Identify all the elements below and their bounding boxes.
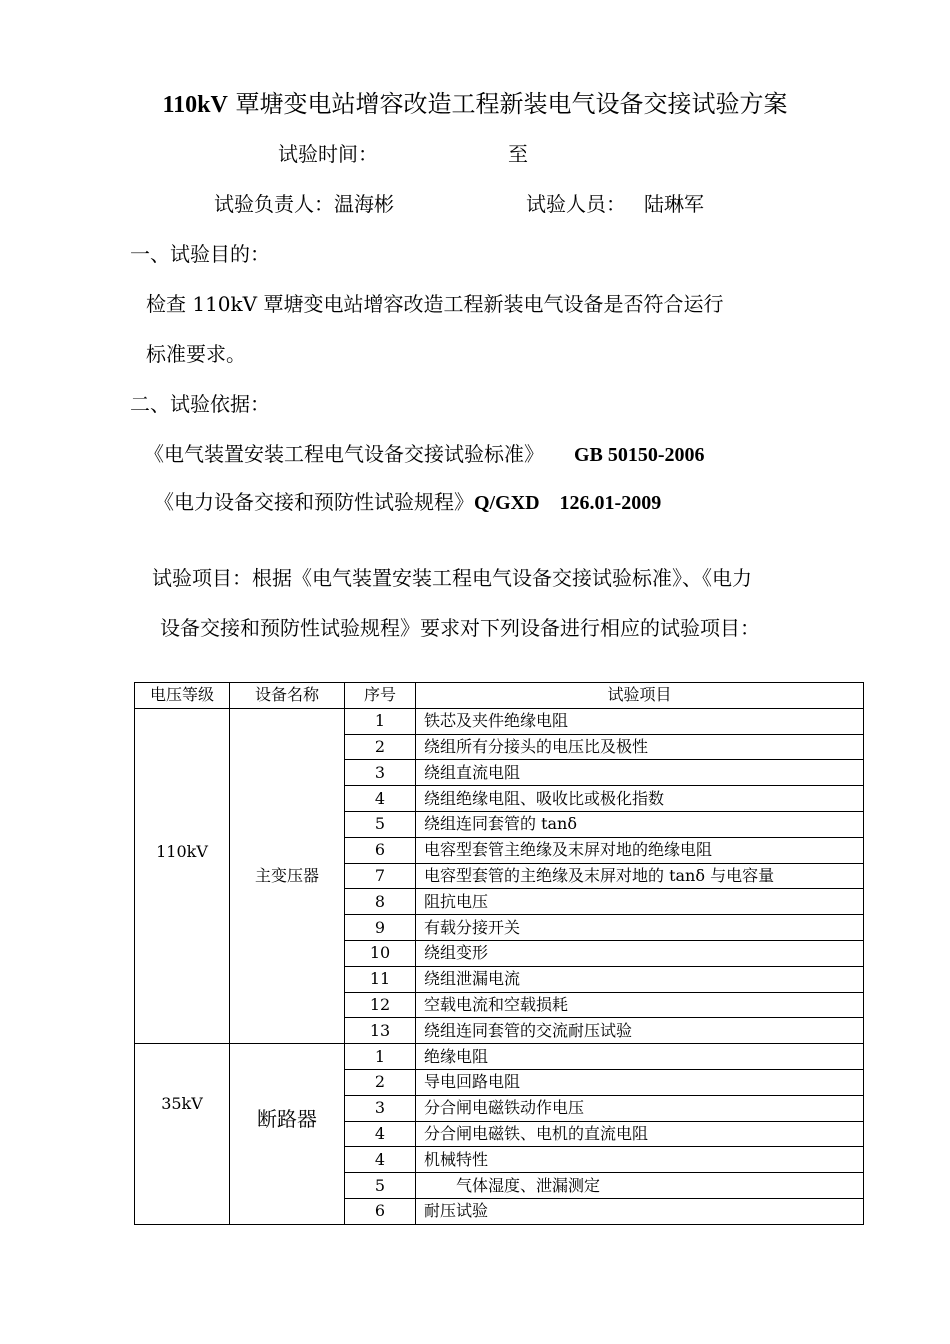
test-item-cell: 分合闸电磁铁动作电压 bbox=[416, 1095, 864, 1121]
table-row bbox=[135, 1044, 864, 1070]
test-item-cell: 有载分接开关 bbox=[416, 915, 864, 941]
voltage-level-cell: 110kV bbox=[135, 708, 230, 1043]
test-staff bbox=[526, 190, 704, 218]
test-time-label: 试验时间： bbox=[278, 142, 378, 166]
section1-line1: 检查 110kV 覃塘变电站增容改造工程新装电气设备是否符合运行 bbox=[146, 292, 724, 316]
device-name-cell: 主变压器 bbox=[230, 708, 345, 1043]
title-voltage: 110kV bbox=[162, 92, 228, 118]
voltage-level-cell: 35kV bbox=[135, 1044, 230, 1225]
section1-heading: 一、试验目的： bbox=[130, 242, 270, 266]
test-item-cell: 绕组所有分接头的电压比及极性 bbox=[416, 734, 864, 760]
test-items-intro-line1: 试验项目：根据《电气装置安装工程电气设备交接试验标准》、《电力 bbox=[152, 566, 752, 590]
test-staff-label: 试验人员： bbox=[526, 192, 626, 216]
test-item-cell: 绕组绝缘电阻、吸收比或极化指数 bbox=[416, 786, 864, 812]
reference-1-name: 《电气装置安装工程电气设备交接试验标准》 bbox=[144, 442, 544, 466]
row-number-cell: 1 bbox=[345, 1044, 416, 1070]
test-item-cell: 气体湿度、泄漏测定 bbox=[416, 1173, 864, 1199]
test-item-cell: 绕组变形 bbox=[416, 940, 864, 966]
row-number-cell: 6 bbox=[345, 837, 416, 863]
test-item-cell: 铁芯及夹件绝缘电阻 bbox=[416, 708, 864, 734]
row-number-cell: 12 bbox=[345, 992, 416, 1018]
table-header-row bbox=[135, 683, 864, 709]
document-title bbox=[0, 88, 950, 121]
test-item-cell: 空载电流和空载损耗 bbox=[416, 992, 864, 1018]
test-item-cell: 绕组连同套管的 tanδ bbox=[416, 811, 864, 837]
row-number-cell: 8 bbox=[345, 889, 416, 915]
test-leader-name: 温海彬 bbox=[334, 192, 394, 216]
row-number-cell: 2 bbox=[345, 734, 416, 760]
section2-heading: 二、试验依据： bbox=[130, 392, 270, 416]
row-number-cell: 2 bbox=[345, 1069, 416, 1095]
test-item-cell: 阻抗电压 bbox=[416, 889, 864, 915]
row-number-cell: 5 bbox=[345, 811, 416, 837]
row-number-cell: 9 bbox=[345, 915, 416, 941]
reference-1 bbox=[144, 440, 705, 469]
test-item-cell: 绕组连同套管的交流耐压试验 bbox=[416, 1018, 864, 1044]
test-item-cell: 耐压试验 bbox=[416, 1198, 864, 1224]
test-items-table bbox=[134, 682, 864, 1225]
test-item-cell: 电容型套管主绝缘及末屏对地的绝缘电阻 bbox=[416, 837, 864, 863]
section1-line2: 标准要求。 bbox=[146, 342, 246, 366]
title-text: 覃塘变电站增容改造工程新装电气设备交接试验方案 bbox=[227, 90, 788, 118]
row-number-cell: 6 bbox=[345, 1198, 416, 1224]
test-items-intro-line2: 设备交接和预防性试验规程》要求对下列设备进行相应的试验项目： bbox=[160, 616, 760, 640]
device-name-cell: 断路器 bbox=[230, 1044, 345, 1225]
row-number-cell: 1 bbox=[345, 708, 416, 734]
reference-1-code: GB 50150-2006 bbox=[574, 444, 705, 466]
row-number-cell: 3 bbox=[345, 1095, 416, 1121]
test-item-cell: 分合闸电磁铁、电机的直流电阻 bbox=[416, 1121, 864, 1147]
row-number-cell: 11 bbox=[345, 966, 416, 992]
test-item-cell: 绕组直流电阻 bbox=[416, 760, 864, 786]
test-leader bbox=[214, 190, 394, 218]
test-leader-label: 试验负责人： bbox=[214, 192, 334, 216]
header-voltage: 电压等级 bbox=[135, 683, 230, 709]
row-number-cell: 10 bbox=[345, 940, 416, 966]
test-item-cell: 绕组泄漏电流 bbox=[416, 966, 864, 992]
row-number-cell: 4 bbox=[345, 786, 416, 812]
row-number-cell: 4 bbox=[345, 1121, 416, 1147]
header-no: 序号 bbox=[345, 683, 416, 709]
test-item-cell: 电容型套管的主绝缘及末屏对地的 tanδ 与电容量 bbox=[416, 863, 864, 889]
row-number-cell: 3 bbox=[345, 760, 416, 786]
test-item-cell: 导电回路电阻 bbox=[416, 1069, 864, 1095]
row-number-cell: 7 bbox=[345, 863, 416, 889]
row-number-cell: 13 bbox=[345, 1018, 416, 1044]
test-item-cell: 机械特性 bbox=[416, 1147, 864, 1173]
test-time-to: 至 bbox=[508, 142, 528, 166]
reference-2-name: 《电力设备交接和预防性试验规程》 bbox=[154, 490, 474, 514]
header-device: 设备名称 bbox=[230, 683, 345, 709]
header-item: 试验项目 bbox=[416, 683, 864, 709]
row-number-cell: 4 bbox=[345, 1147, 416, 1173]
reference-2-code: Q/GXD 126.01-2009 bbox=[474, 492, 662, 514]
table-row bbox=[135, 708, 864, 734]
test-item-cell: 绝缘电阻 bbox=[416, 1044, 864, 1070]
test-staff-name: 陆琳军 bbox=[644, 192, 704, 216]
reference-2 bbox=[154, 488, 661, 517]
row-number-cell: 5 bbox=[345, 1173, 416, 1199]
